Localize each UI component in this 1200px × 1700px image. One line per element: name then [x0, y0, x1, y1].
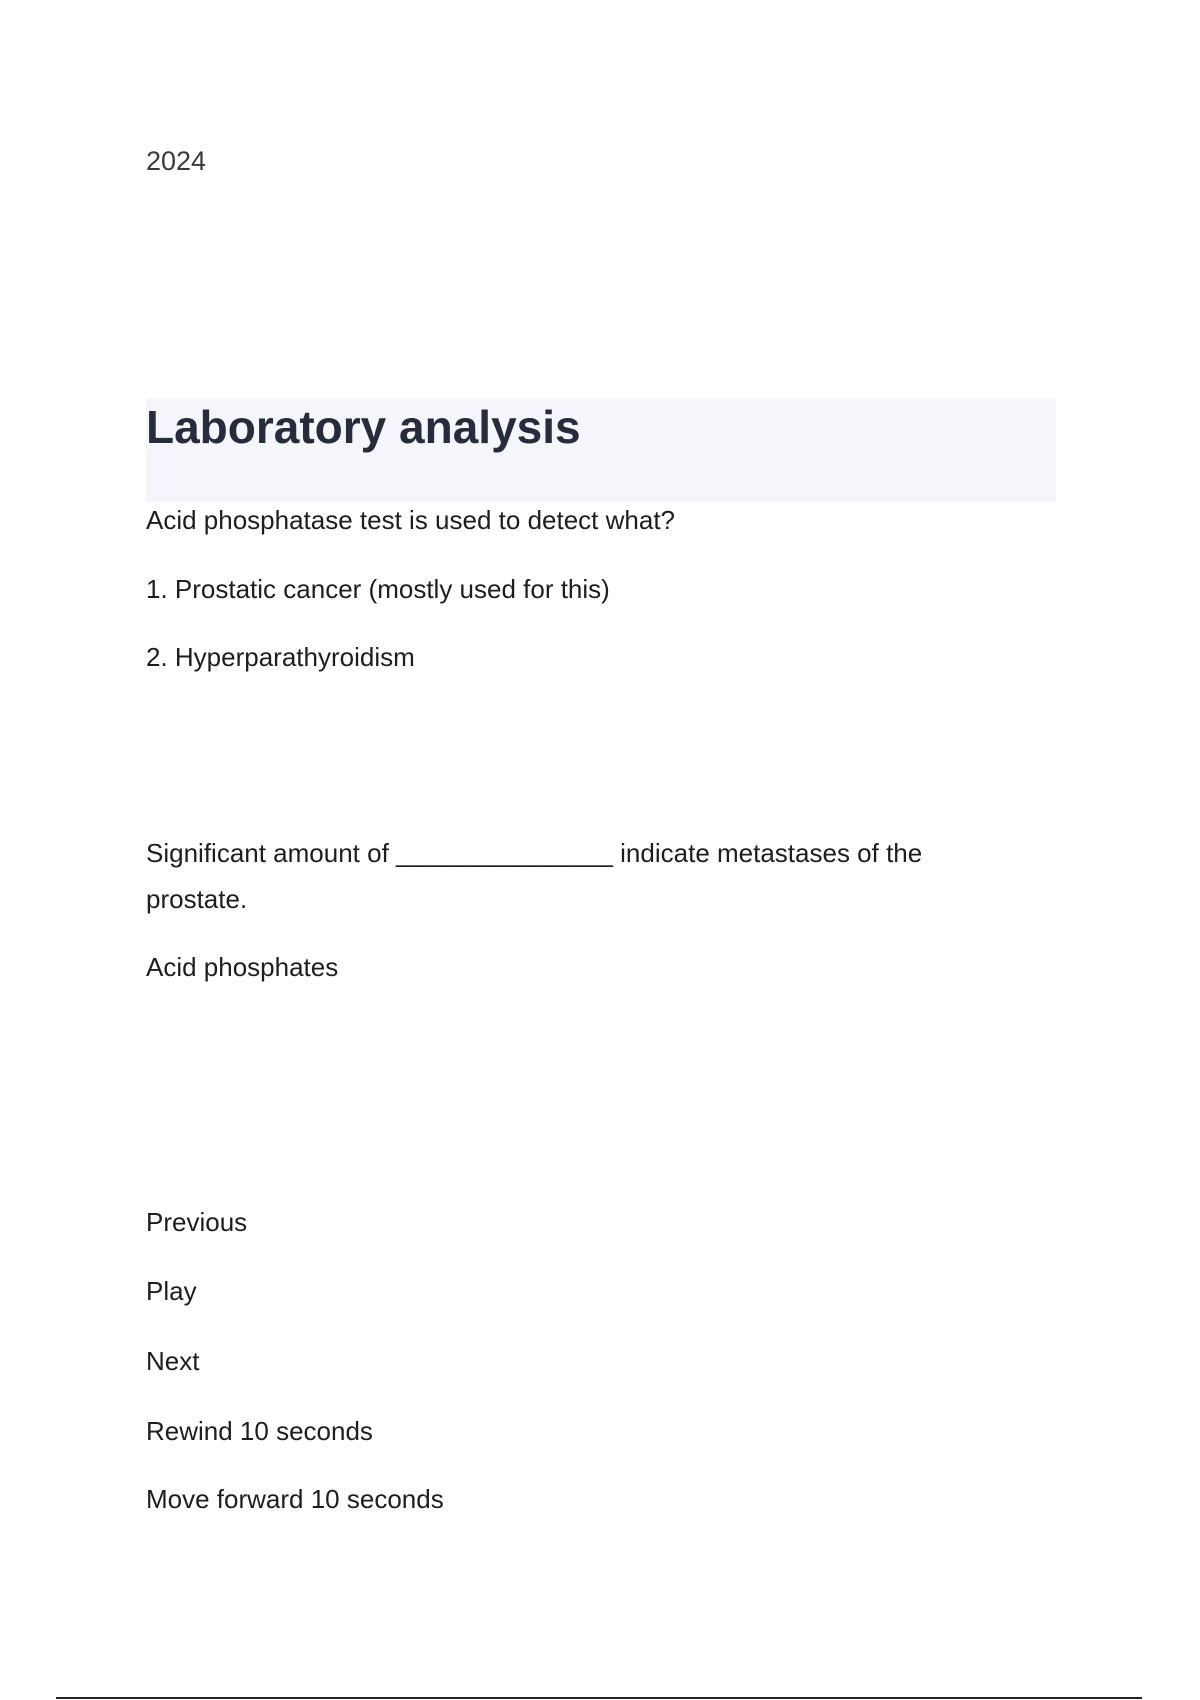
- card-2-question: Significant amount of _______________ indicate metastases of the prostate.: [146, 838, 923, 914]
- section-title: Laboratory analysis: [146, 401, 581, 453]
- previous-button[interactable]: Previous: [146, 1207, 248, 1237]
- card-1-answer-1: 1. Prostatic cancer (mostly used for this): [146, 574, 610, 604]
- rewind-10-seconds-button[interactable]: Rewind 10 seconds: [146, 1416, 373, 1446]
- forward-10-seconds-button[interactable]: Move forward 10 seconds: [146, 1484, 444, 1514]
- document-year: 2024: [146, 146, 207, 176]
- card-2-answer: Acid phosphates: [146, 952, 339, 982]
- card-1-question: Acid phosphatase test is used to detect what?: [146, 505, 676, 535]
- card-1-answer-2: 2. Hyperparathyroidism: [146, 642, 415, 672]
- next-button[interactable]: Next: [146, 1346, 200, 1376]
- play-button[interactable]: Play: [146, 1276, 197, 1306]
- footer-divider: [56, 1697, 1142, 1699]
